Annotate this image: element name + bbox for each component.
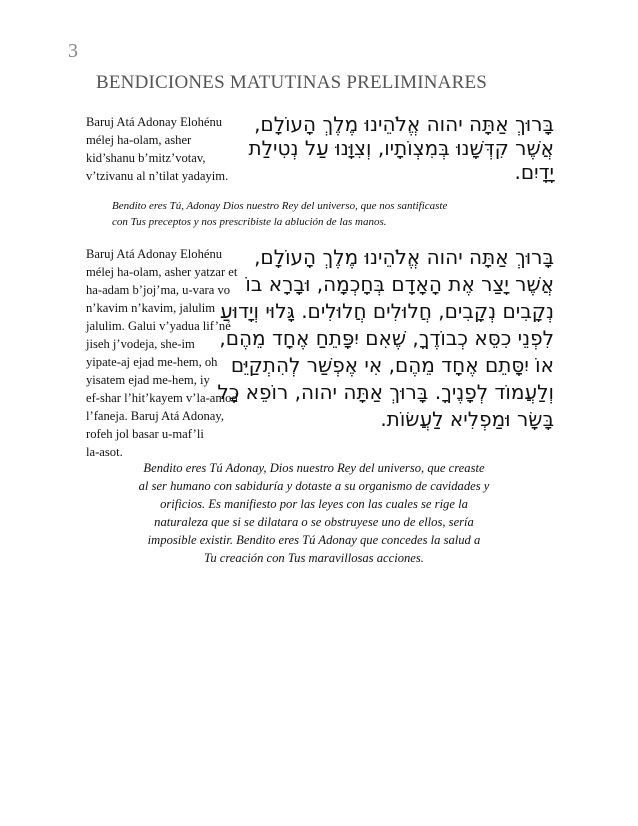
hebrew-line: וְלַעֲמוֹד לְפָנֶיךָ. בָּרוּךְ אַתָּה יהוה, רוֹפֵא כָל — [217, 380, 554, 404]
translation-line: Bendito eres Tú Adonay, Dios nuestro Rey del universo, que creaste — [143, 461, 485, 475]
transliteration-line: mélej ha-olam, asher — [86, 133, 192, 147]
hebrew-line: אֲשֶׁר יָצַר אֶת הָאָדָם בְּחָכְמָה, וּבָרָא בוֹ — [245, 272, 554, 296]
transliteration-line: yipate-aj ejad me-hem, oh — [86, 355, 218, 369]
hebrew-line: יָדָיִם. — [514, 160, 554, 184]
hebrew-line: בָּרוּךְ אַתָּה יהוה אֱלֹהֵינוּ מֶלֶךְ הָעוֹלָם, — [254, 112, 554, 136]
transliteration-line: v’tzivanu al n’tilat yadayim. — [86, 169, 229, 183]
page-number: 3 — [68, 40, 78, 62]
transliteration-line: mélej ha-olam, asher yatzar et — [86, 265, 238, 279]
hebrew-line: אוֹ יִסָּתֵם אֶחָד מֵהֶם, אִי אֶפְשַׁר לְהִתְקַיֵּם — [230, 353, 554, 377]
transliteration-line: kid’shanu b’mitz’votav, — [86, 151, 206, 165]
transliteration-line: ef-shar l’hit’kayem v’la-amod — [86, 391, 238, 405]
transliteration-line: jalulim. Galui v’yadua lif’né — [86, 319, 231, 333]
translation-line: Tu creación con Tus maravillosas acciones. — [204, 551, 424, 565]
blessing2-transliteration — [86, 245, 238, 461]
hebrew-line: אֲשֶׁר קִדְּשָׁנוּ בְּמִצְוֹתָיו, וְצִוָּנוּ עַל נְטִילַת — [248, 136, 554, 160]
translation-line: con Tus preceptos y nos prescribiste la ablución de las manos. — [112, 216, 387, 228]
hebrew-line: בָּרוּךְ אַתָּה יהוה אֱלֹהֵינוּ מֶלֶךְ הָעוֹלָם, — [254, 245, 554, 269]
blessing1-translation — [112, 198, 542, 230]
blessing2-translation — [108, 459, 520, 567]
hebrew-line: בָּשָׂר וּמַפְלִיא לַעֲשׂוֹת. — [380, 407, 554, 431]
hebrew-line: לִפְנֵי כִסֵּא כְבוֹדֶךָ, שֶׁאִם יִפָּתֵחַ אֶחָד מֵהֶם, — [219, 326, 554, 350]
translation-line: orificios. Es manifiesto por las leyes con las cuales se rige la — [160, 497, 468, 511]
hebrew-line: נְקָבִים נְקָבִים, חֲלוּלִים חֲלוּלִים. גָּלוּי וְיָדוּעַ — [219, 299, 554, 323]
transliteration-line: ha-adam b’joj’ma, u-vara vo — [86, 283, 231, 297]
translation-line: Bendito eres Tú, Adonay Dios nuestro Rey del universo, que nos santificaste — [112, 200, 448, 212]
transliteration-line: yisatem ejad me-hem, iy — [86, 373, 210, 387]
page-title: BENDICIONES MATUTINAS PRELIMINARES — [96, 72, 488, 93]
blessing1-transliteration — [86, 113, 228, 185]
translation-line: al ser humano con sabiduría y dotaste a su organismo de cavidades y — [138, 479, 490, 493]
blessing2-hebrew — [217, 244, 554, 433]
transliteration-line: rofeh jol basar u-maf’li — [86, 427, 204, 441]
translation-line: naturaleza que si se dilatara o se obstruyese uno de ellos, sería — [154, 515, 474, 529]
transliteration-line: n’kavim n’kavim, jalulim — [86, 301, 216, 315]
blessing1-hebrew — [248, 112, 554, 184]
transliteration-line: la-asot. — [86, 445, 123, 459]
transliteration-line: l’faneja. Baruj Atá Adonay, — [86, 409, 225, 423]
translation-line: imposible existir. Bendito eres Tú Adonay que concedes la salud a — [147, 533, 481, 547]
transliteration-line: Baruj Atá Adonay Elohénu — [86, 247, 223, 261]
transliteration-line: Baruj Atá Adonay Elohénu — [86, 115, 223, 129]
transliteration-line: jiseh j’vodeja, she-im — [86, 337, 195, 351]
